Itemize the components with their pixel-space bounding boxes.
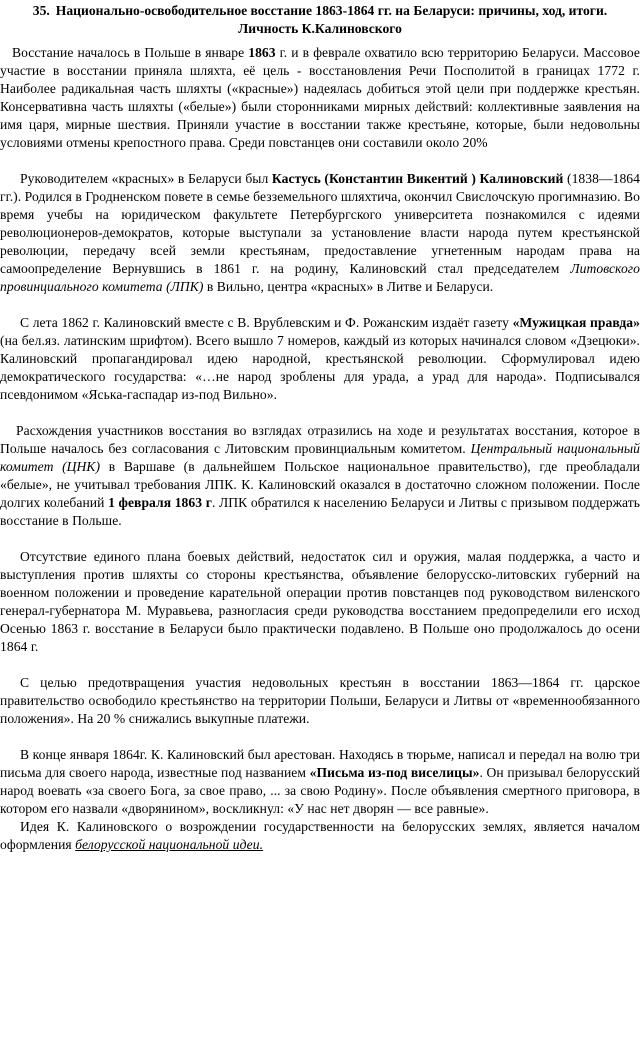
spacer <box>0 656 640 674</box>
paragraph-disagreements <box>0 422 640 530</box>
italic-national-idea: белорусской национальной идеи. <box>75 837 264 852</box>
spacer <box>0 530 640 548</box>
bold-letters: «Письма из-под виселицы» <box>309 765 480 780</box>
text-run: в Вильно, центра «красных» в Литве и Беларуси. <box>203 279 494 294</box>
paragraph-defeat <box>0 548 640 656</box>
text-run: С лета 1862 г. Калиновский вместе с В. Врублевским и Ф. Рожанским издаёт газету <box>20 315 513 330</box>
bold-date: 1 февраля 1863 г <box>108 495 212 510</box>
text-run: . Он призывал белорусский народ воевать «за своего Бога, за свое право, ... за свою Родину». После объявления смертного приговора, в котором его назвали «дворянином», воскликнул: «У нас нет дворян — все равные». <box>0 765 640 816</box>
text-run: Руководителем «красных» в Беларуси был <box>20 171 272 186</box>
paragraph-reform <box>0 674 640 728</box>
text-run: (1838—1864 гг.). Родился в Гродненском повете в семье безземельного шляхтича, окончил Свислочскую прогимназию. Во время учебы на юридическом факультете Петербургского университета познакомился с идеями революционеров-демократов, которые выступали за установление власти народа путем крестьянской революции, передачу всей земли крестьянам, предоставление угнетенным народам права на самоопределение Вернувшись в 1861 г. на родину, Калиновский стал председателем <box>0 171 640 276</box>
question-number: 35. <box>32 3 50 18</box>
text-run: г. и в феврале охватило всю территорию Беларуси. Массовое участие в восстании приняла шляхта, её цель - восстановления Речи Посполитой в границах 1772 г. Наиболее радикальная часть шляхты («красные») надеялась добиться этой цели при поддержке крестьян. Консервативна часть шляхты («белые») были сторонниками мирных действий: коллективные заявления на имя царя, мирные шествия. Приняли участие в восстании также крестьяне, которые, были недовольны условиями отмены крепостного права. Среди повстанцев они составили около 20% <box>0 45 640 150</box>
text-run: Идея К. Калиновского о возрождении государственности на белорусских землях, является началом оформления <box>0 819 640 852</box>
paragraph-arrest <box>0 746 640 818</box>
bold-year: 1863 <box>248 45 276 60</box>
text-run: С целью предотвращения участия недовольных крестьян в восстании 1863—1864 гг. царское правительство освободило крестьянство на территории Польши, Беларуси и Литвы от «временнообязанного положения». На 20 % снижались выкупные платежи. <box>0 675 640 726</box>
text-run: Восстание началось в Польше в январе <box>12 45 249 60</box>
paragraph-national-idea <box>0 818 640 854</box>
title-text: Национально-освободительное восстание 1863-1864 гг. на Беларуси: причины, ход, итоги. Личность К.Калиновского <box>55 3 608 36</box>
text-run: (на бел.яз. латинским шрифтом). Всего вышло 7 номеров, каждый из которых начинался словом «Дзецюки». Калиновский пропагандировал идею народной, крестьянской революции. Сформулировал идею демократического государства: «…не народ зроблены для урада, а урад для народа». Подписывался псевдонимом «Яська-гаспадар из-под Вильно». <box>0 333 640 402</box>
paragraph-kalinovsky-bio <box>0 170 640 296</box>
text-run: В конце января 1864г. К. Калиновский был арестован. Находясь в тюрьме, написал и передал на волю три письма для своего народа, известные под названием <box>0 747 640 780</box>
document-title <box>0 2 640 38</box>
spacer <box>0 296 640 314</box>
spacer <box>0 404 640 422</box>
text-run: Отсутствие единого плана боевых действий, недостаток сил и оружия, малая поддержка, а часто и выступления против шляхты со стороны крестьянства, объявление белорусско-литовских губерний на военном положении и проведение карательной операции против повстанцев под руководством виленского генерал-губернатора М. Муравьева, разногласия среди руководства восстанием предопределили его исход Осенью 1863 г. восстание в Беларуси было практически подавлено. В Польше оно продолжалось до осени 1864 г. <box>0 549 640 654</box>
spacer <box>0 152 640 170</box>
text-run: . ЛПК обратился к населению Беларуси и Литвы с призывом поддержать восстание в Польше. <box>0 495 641 528</box>
text-run: в Варшаве (в дальнейшем Польское национальное правительство), где преобладали «белые», не учитывал требования ЛПК. К. Калиновский оказался в достаточно сложном положении. После долгих колебаний <box>0 459 641 510</box>
bold-newspaper: «Мужицкая правда» <box>512 315 640 330</box>
italic-committee: Литовского провинциального комитета (ЛПК) <box>0 261 640 294</box>
paragraph-newspaper <box>0 314 640 404</box>
text-run: Расхождения участников восстания во взглядах отразились на ходе и результатах восстания, которое в Польше началось без согласования с Литовским провинциальным комитетом. <box>0 423 640 456</box>
paragraph-uprising-start <box>0 44 640 152</box>
italic-committee: Центральный национальный комитет (ЦНК) <box>0 441 641 474</box>
spacer <box>0 728 640 746</box>
bold-name: Кастусь (Константин Викентий ) Калиновский <box>271 171 564 186</box>
